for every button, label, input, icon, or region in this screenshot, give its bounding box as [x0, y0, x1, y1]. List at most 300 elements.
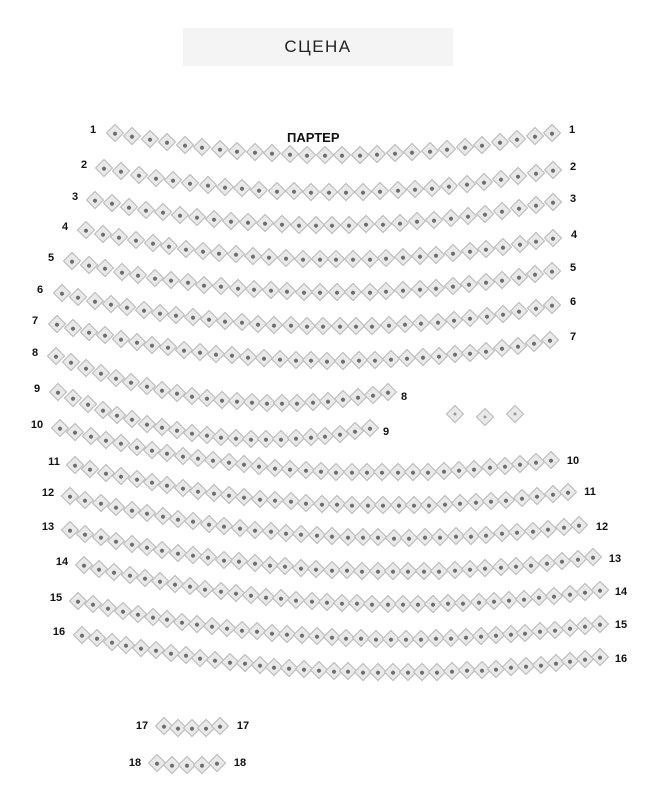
seat[interactable] [174, 446, 192, 464]
seat[interactable] [438, 140, 456, 158]
seat[interactable] [327, 250, 345, 268]
seat[interactable] [560, 585, 578, 603]
seat[interactable] [97, 463, 115, 481]
seat[interactable] [445, 345, 463, 363]
seat[interactable] [451, 494, 469, 512]
seat[interactable] [354, 182, 372, 200]
seat[interactable] [212, 277, 230, 295]
seat[interactable] [455, 138, 473, 156]
seat[interactable] [176, 136, 194, 154]
seat[interactable] [544, 229, 562, 247]
seat[interactable] [144, 234, 162, 252]
seat[interactable] [442, 209, 460, 227]
seat[interactable] [61, 487, 79, 505]
seat[interactable] [506, 405, 524, 423]
seat[interactable] [554, 518, 572, 536]
seat[interactable] [394, 281, 412, 299]
seat[interactable] [360, 250, 378, 268]
seat[interactable] [460, 275, 478, 293]
seat[interactable] [525, 334, 543, 352]
seat[interactable] [542, 451, 560, 469]
seat[interactable] [246, 143, 264, 161]
seat[interactable] [576, 583, 594, 601]
seat[interactable] [188, 208, 206, 226]
seat[interactable] [122, 501, 140, 519]
seat[interactable] [334, 390, 352, 408]
seat[interactable] [440, 177, 458, 195]
seat[interactable] [235, 488, 253, 506]
seat[interactable] [117, 636, 135, 654]
seat[interactable] [63, 252, 81, 270]
seat[interactable] [153, 418, 171, 436]
seat[interactable] [403, 143, 421, 161]
seat[interactable] [64, 319, 82, 337]
seat[interactable] [128, 438, 146, 456]
zone-title-parter: ПАРТЕР [287, 130, 340, 145]
seat[interactable] [107, 369, 125, 387]
seat[interactable] [545, 587, 563, 605]
seat[interactable] [179, 273, 197, 291]
seat[interactable] [278, 282, 296, 300]
seat[interactable] [461, 343, 479, 361]
seat[interactable] [497, 490, 515, 508]
seat[interactable] [76, 491, 94, 509]
seat[interactable] [477, 525, 495, 543]
seat[interactable] [110, 228, 128, 246]
seat[interactable] [159, 338, 177, 356]
seat[interactable] [496, 457, 514, 475]
seat[interactable] [344, 283, 362, 301]
seat[interactable] [77, 221, 95, 239]
seat[interactable] [112, 434, 130, 452]
seat[interactable] [493, 270, 511, 288]
seat[interactable] [81, 427, 99, 445]
seat[interactable] [527, 196, 545, 214]
seat[interactable] [129, 165, 147, 183]
seat[interactable] [69, 592, 87, 610]
seat[interactable] [465, 460, 483, 478]
seat[interactable] [473, 136, 491, 154]
seat[interactable] [477, 341, 495, 359]
seat[interactable] [48, 315, 66, 333]
seat[interactable] [494, 238, 512, 256]
seat[interactable] [90, 559, 108, 577]
seat[interactable] [136, 569, 154, 587]
seat[interactable] [493, 339, 511, 357]
seat[interactable] [486, 626, 504, 644]
seat[interactable] [73, 626, 91, 644]
seat[interactable] [333, 146, 351, 164]
seat[interactable] [316, 146, 334, 164]
seat[interactable] [61, 521, 79, 539]
seat[interactable] [357, 215, 375, 233]
seat[interactable] [318, 392, 336, 410]
seat[interactable] [476, 408, 494, 426]
seat[interactable] [561, 652, 579, 670]
seat[interactable] [120, 198, 138, 216]
seat[interactable] [525, 127, 543, 145]
seat[interactable] [349, 388, 367, 406]
seat[interactable] [66, 423, 84, 441]
seat[interactable] [196, 580, 214, 598]
seat[interactable] [330, 317, 348, 335]
seat[interactable] [526, 453, 544, 471]
seat[interactable] [475, 172, 493, 190]
seat[interactable] [79, 256, 97, 274]
seat[interactable] [122, 373, 140, 391]
seat[interactable] [420, 142, 438, 160]
seat[interactable] [477, 307, 495, 325]
seat[interactable] [97, 431, 115, 449]
seat[interactable] [160, 237, 178, 255]
seat[interactable] [538, 554, 556, 572]
seat[interactable] [344, 250, 362, 268]
seat[interactable] [75, 556, 93, 574]
seat[interactable] [319, 183, 337, 201]
seat[interactable] [211, 140, 229, 158]
row-number-left: 3 [71, 191, 79, 203]
seat[interactable] [553, 552, 571, 570]
seat[interactable] [561, 619, 579, 637]
seat[interactable] [168, 421, 186, 439]
seat[interactable] [92, 494, 110, 512]
seat[interactable] [122, 535, 140, 553]
seat[interactable] [227, 245, 245, 263]
seat[interactable] [410, 280, 428, 298]
seat[interactable] [459, 207, 477, 225]
seat[interactable] [591, 648, 609, 666]
seat[interactable] [476, 559, 494, 577]
seat[interactable] [541, 331, 559, 349]
seat[interactable] [346, 422, 364, 440]
seat[interactable] [134, 301, 152, 319]
seat[interactable] [233, 179, 251, 197]
seat[interactable] [490, 133, 508, 151]
seat[interactable] [211, 717, 229, 735]
seat[interactable] [151, 303, 169, 321]
seat[interactable] [406, 180, 424, 198]
seat[interactable] [302, 183, 320, 201]
seat[interactable] [143, 441, 161, 459]
seat[interactable] [510, 268, 528, 286]
seat[interactable] [388, 181, 406, 199]
seat[interactable] [526, 299, 544, 317]
seat[interactable] [105, 563, 123, 581]
seat[interactable] [385, 144, 403, 162]
seat[interactable] [51, 419, 69, 437]
seat[interactable] [112, 467, 130, 485]
seat[interactable] [106, 124, 124, 142]
seat[interactable] [493, 202, 511, 220]
seat[interactable] [154, 203, 172, 221]
seat[interactable] [543, 262, 561, 280]
seat[interactable] [86, 191, 104, 209]
seat[interactable] [361, 419, 379, 437]
seat[interactable] [191, 343, 209, 361]
seat[interactable] [88, 629, 106, 647]
seat[interactable] [311, 283, 329, 301]
seat[interactable] [524, 521, 542, 539]
seat[interactable] [127, 231, 145, 249]
seat[interactable] [194, 242, 212, 260]
seat[interactable] [267, 181, 285, 199]
seat[interactable] [263, 144, 281, 162]
seat[interactable] [162, 271, 180, 289]
seat[interactable] [425, 211, 443, 229]
row-number-left: 13 [41, 521, 55, 533]
seat[interactable] [428, 312, 446, 330]
seat[interactable] [510, 235, 528, 253]
seat[interactable] [477, 273, 495, 291]
seat[interactable] [351, 145, 369, 163]
seat[interactable] [107, 498, 125, 516]
seat[interactable] [111, 329, 129, 347]
seat[interactable] [374, 214, 392, 232]
seat[interactable] [528, 487, 546, 505]
seat[interactable] [95, 159, 113, 177]
seat[interactable] [158, 476, 176, 494]
seat[interactable] [137, 377, 155, 395]
seat[interactable] [158, 444, 176, 462]
seat[interactable] [591, 581, 609, 599]
seat[interactable] [431, 528, 449, 546]
seat[interactable] [289, 215, 307, 233]
seat[interactable] [492, 170, 510, 188]
seat[interactable] [509, 337, 527, 355]
seat[interactable] [198, 176, 216, 194]
seat[interactable] [591, 615, 609, 633]
seat[interactable] [510, 199, 528, 217]
seat[interactable] [408, 212, 426, 230]
seat[interactable] [446, 405, 464, 423]
seat[interactable] [112, 162, 130, 180]
seat[interactable] [363, 316, 381, 334]
seat[interactable] [143, 335, 161, 353]
seat[interactable] [76, 525, 94, 543]
seat[interactable] [366, 351, 384, 369]
seat[interactable] [168, 543, 186, 561]
seat[interactable] [168, 384, 186, 402]
seat[interactable] [146, 268, 164, 286]
seat[interactable] [508, 130, 526, 148]
seat[interactable] [532, 655, 550, 673]
seat[interactable] [443, 277, 461, 295]
seat[interactable] [123, 127, 141, 145]
seat[interactable] [205, 210, 223, 228]
seat[interactable] [460, 242, 478, 260]
seat[interactable] [93, 225, 111, 243]
seat[interactable] [527, 164, 545, 182]
seat[interactable] [568, 550, 586, 568]
seat[interactable] [526, 265, 544, 283]
seat[interactable] [183, 308, 201, 326]
seat[interactable] [112, 262, 130, 280]
row-number-right: 5 [569, 262, 577, 274]
seat[interactable] [228, 142, 246, 160]
seat[interactable] [377, 249, 395, 267]
seat[interactable] [461, 309, 479, 327]
seat[interactable] [152, 381, 170, 399]
seat[interactable] [544, 193, 562, 211]
seat[interactable] [423, 178, 441, 196]
seat[interactable] [494, 304, 512, 322]
seat[interactable] [96, 259, 114, 277]
seat[interactable] [222, 211, 240, 229]
seat[interactable] [382, 350, 400, 368]
seat[interactable] [544, 161, 562, 179]
seat[interactable] [444, 244, 462, 262]
seat[interactable] [410, 247, 428, 265]
seat[interactable] [509, 167, 527, 185]
seat[interactable] [379, 316, 397, 334]
seat[interactable] [107, 532, 125, 550]
seat[interactable] [543, 485, 561, 503]
seat[interactable] [510, 302, 528, 320]
seat[interactable] [277, 249, 295, 267]
seat[interactable] [216, 312, 234, 330]
seat[interactable] [164, 171, 182, 189]
seat[interactable] [294, 249, 312, 267]
seat[interactable] [141, 130, 159, 148]
seat[interactable] [285, 182, 303, 200]
seat[interactable] [371, 182, 389, 200]
seat[interactable] [272, 215, 290, 233]
seat[interactable] [414, 348, 432, 366]
seat[interactable] [208, 754, 226, 772]
seat[interactable] [368, 145, 386, 163]
seat[interactable] [147, 168, 165, 186]
seat[interactable] [138, 538, 156, 556]
seat[interactable] [81, 460, 99, 478]
seat[interactable] [250, 180, 268, 198]
seat[interactable] [298, 145, 316, 163]
seat[interactable] [66, 456, 84, 474]
seat[interactable] [398, 349, 416, 367]
seat[interactable] [151, 572, 169, 590]
seat[interactable] [193, 138, 211, 156]
seat[interactable] [128, 605, 146, 623]
seat[interactable] [210, 243, 228, 261]
seat[interactable] [129, 266, 147, 284]
seat[interactable] [127, 470, 145, 488]
seat[interactable] [394, 248, 412, 266]
seat[interactable] [539, 520, 557, 538]
seat[interactable] [379, 383, 397, 401]
seat[interactable] [527, 232, 545, 250]
seat[interactable] [576, 617, 594, 635]
seat[interactable] [99, 598, 117, 616]
seat[interactable] [543, 124, 561, 142]
seat[interactable] [427, 278, 445, 296]
seat[interactable] [361, 282, 379, 300]
seat[interactable] [171, 206, 189, 224]
seat[interactable] [412, 314, 430, 332]
seat[interactable] [492, 558, 510, 576]
seat[interactable] [445, 311, 463, 329]
seat[interactable] [69, 288, 87, 306]
seat[interactable] [175, 340, 193, 358]
seat[interactable] [331, 424, 349, 442]
seat[interactable] [84, 595, 102, 613]
seat[interactable] [508, 523, 526, 541]
seat[interactable] [138, 414, 156, 432]
seat[interactable] [543, 296, 561, 314]
seat[interactable] [245, 280, 263, 298]
seat[interactable] [513, 489, 531, 507]
seat[interactable] [281, 145, 299, 163]
seat[interactable] [476, 205, 494, 223]
seat[interactable] [223, 346, 241, 364]
seat[interactable] [314, 317, 332, 335]
seat[interactable] [576, 650, 594, 668]
seat[interactable] [138, 504, 156, 522]
seat[interactable] [53, 284, 71, 302]
seat[interactable] [471, 627, 489, 645]
seat[interactable] [184, 512, 202, 530]
seat[interactable] [102, 295, 120, 313]
seat[interactable] [199, 548, 217, 566]
seat[interactable] [391, 213, 409, 231]
seat[interactable] [118, 298, 136, 316]
seat[interactable] [559, 483, 577, 501]
seat[interactable] [174, 479, 192, 497]
seat[interactable] [570, 516, 588, 534]
seat[interactable] [522, 555, 540, 573]
seat[interactable] [153, 541, 171, 559]
seat[interactable] [80, 323, 98, 341]
seat[interactable] [457, 175, 475, 193]
seat[interactable] [167, 306, 185, 324]
seat[interactable] [195, 275, 213, 293]
seat[interactable] [511, 455, 529, 473]
seat[interactable] [96, 326, 114, 344]
seat[interactable] [377, 282, 395, 300]
seat[interactable] [181, 173, 199, 191]
seat[interactable] [429, 347, 447, 365]
seat[interactable] [158, 133, 176, 151]
seat[interactable] [364, 386, 382, 404]
seat[interactable] [232, 313, 250, 331]
seat[interactable] [477, 240, 495, 258]
seat[interactable] [480, 458, 498, 476]
seat[interactable] [120, 566, 138, 584]
seat[interactable] [92, 528, 110, 546]
seat[interactable] [215, 517, 233, 535]
seat[interactable] [177, 239, 195, 257]
seat[interactable] [584, 548, 602, 566]
seat[interactable] [396, 315, 414, 333]
seat[interactable] [340, 216, 358, 234]
row-number-right: 6 [569, 296, 577, 308]
seat[interactable] [200, 310, 218, 328]
seat[interactable] [238, 213, 256, 231]
seat[interactable] [85, 291, 103, 309]
seat[interactable] [216, 177, 234, 195]
seat[interactable] [114, 602, 132, 620]
seat[interactable] [515, 590, 533, 608]
row-number-right: 3 [569, 193, 577, 205]
seat[interactable] [102, 632, 120, 650]
seat[interactable] [127, 333, 145, 351]
seat[interactable] [255, 214, 273, 232]
seat[interactable] [137, 201, 155, 219]
seat[interactable] [103, 194, 121, 212]
seat[interactable] [153, 507, 171, 525]
seat[interactable] [427, 246, 445, 264]
seat[interactable] [337, 183, 355, 201]
seat[interactable] [147, 641, 165, 659]
seat[interactable] [189, 481, 207, 499]
